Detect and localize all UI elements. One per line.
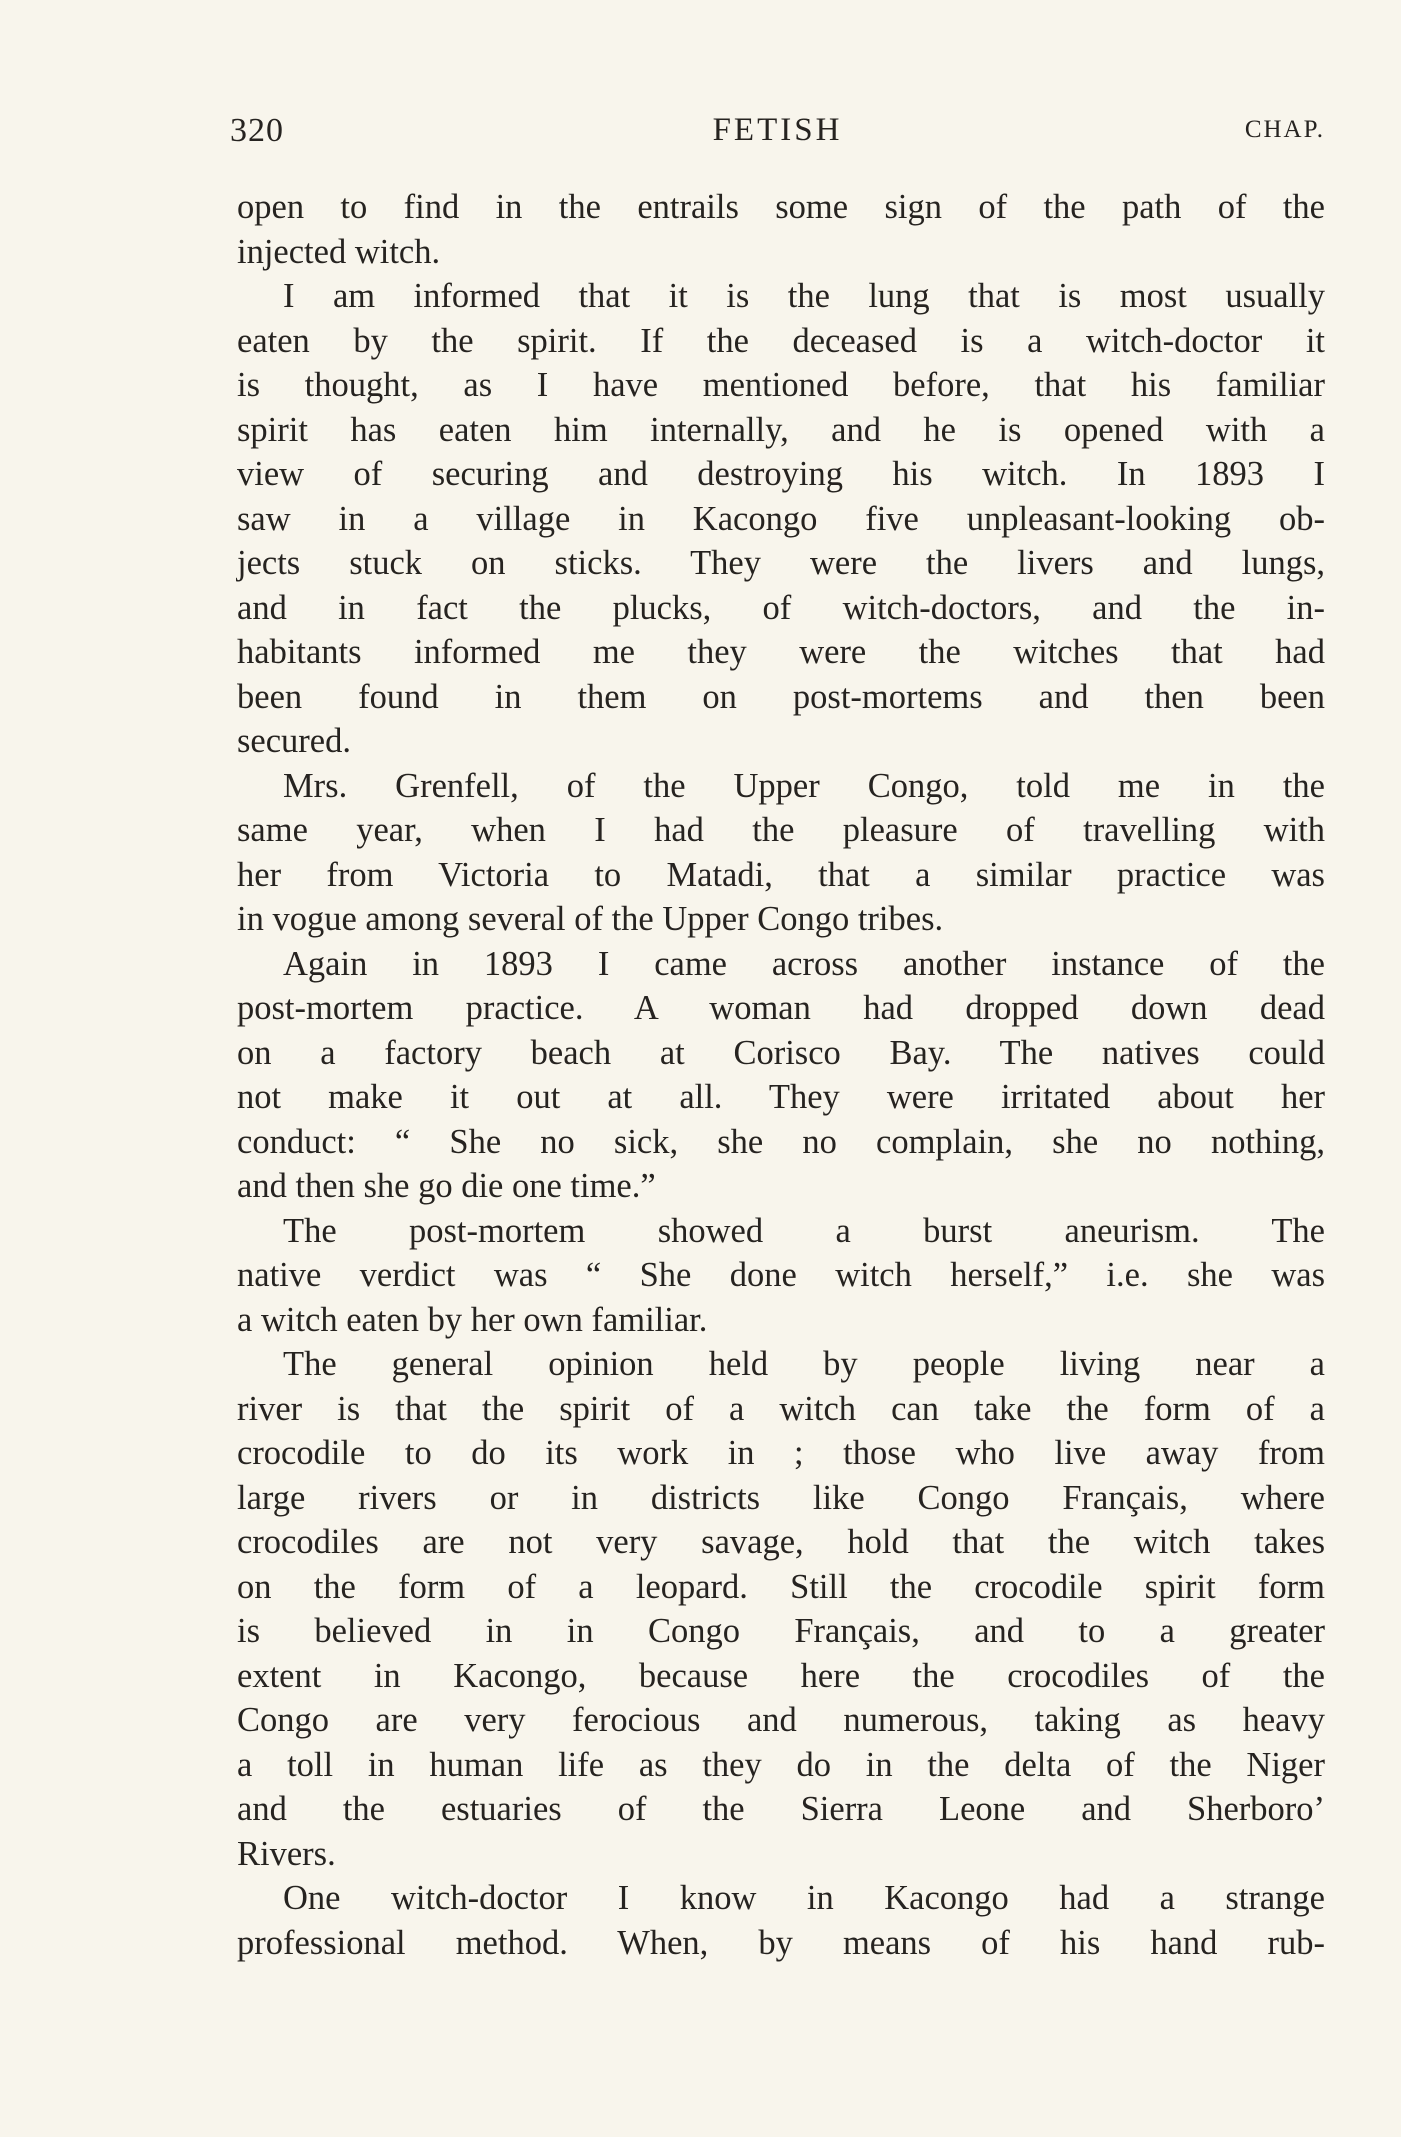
- page-number: 320: [230, 112, 284, 149]
- text-line: is thought, as I have mentioned before, that his familiar: [237, 366, 1325, 404]
- text-line: view of securing and destroying his witch. In 1893 I: [237, 455, 1325, 493]
- running-title: FETISH: [712, 112, 843, 148]
- text-line: secured.: [237, 722, 351, 760]
- text-line: The post-mortem showed a burst aneurism. The: [283, 1211, 1325, 1250]
- text-line: injected witch.: [237, 232, 441, 271]
- text-line: crocodiles are not very savage, hold that the witch takes: [237, 1523, 1325, 1561]
- body-text: [237, 185, 1325, 1965]
- text-line: a toll in human life as they do in the delta of the Niger: [237, 1745, 1325, 1784]
- text-line: saw in a village in Kacongo five unpleasant-looking ob-: [237, 499, 1325, 538]
- text-line: Mrs. Grenfell, of the Upper Congo, told me in the: [283, 766, 1325, 805]
- text-line: One witch-doctor I know in Kacongo had a strange: [283, 1879, 1325, 1917]
- text-line: spirit has eaten him internally, and he is opened with a: [237, 410, 1325, 449]
- text-line: and in fact the plucks, of witch-doctors, and the in-: [237, 588, 1325, 627]
- text-line: I am informed that it is the lung that is most usually: [283, 277, 1325, 315]
- text-line: extent in Kacongo, because here the crocodiles of the: [237, 1656, 1325, 1695]
- text-line: and the estuaries of the Sierra Leone and Sherboro’: [237, 1790, 1325, 1828]
- running-head: [230, 112, 1325, 156]
- text-line: her from Victoria to Matadi, that a similar practice was: [237, 855, 1325, 894]
- text-line: open to find in the entrails some sign of the path of the: [237, 188, 1325, 226]
- text-line: on the form of a leopard. Still the crocodile spirit form: [237, 1567, 1325, 1606]
- text-line: jects stuck on sticks. They were the livers and lungs,: [237, 544, 1325, 582]
- text-line: not make it out at all. They were irritated about her: [237, 1078, 1325, 1116]
- text-line: The general opinion held by people living near a: [283, 1345, 1325, 1383]
- text-line: on a factory beach at Corisco Bay. The natives could: [237, 1033, 1325, 1072]
- text-line: Again in 1893 I came across another instance of the: [283, 944, 1325, 983]
- text-line: Congo are very ferocious and numerous, taking as heavy: [237, 1701, 1325, 1739]
- text-line: post-mortem practice. A woman had dropped down dead: [237, 989, 1325, 1027]
- text-line: is believed in in Congo Français, and to a greater: [237, 1612, 1325, 1650]
- text-line: river is that the spirit of a witch can take the form of a: [237, 1389, 1325, 1428]
- text-line: Rivers.: [237, 1834, 336, 1873]
- text-line: crocodile to do its work in ; those who live away from: [237, 1434, 1325, 1472]
- chapter-label: CHAP.: [1244, 116, 1325, 143]
- text-line: professional method. When, by means of his hand rub-: [237, 1923, 1325, 1962]
- text-line: same year, when I had the pleasure of travelling with: [237, 811, 1325, 849]
- text-line: and then she go die one time.”: [237, 1167, 656, 1205]
- text-line: large rivers or in districts like Congo Français, where: [237, 1478, 1325, 1517]
- text-line: conduct: “ She no sick, she no complain, she no nothing,: [237, 1122, 1325, 1161]
- text-line: eaten by the spirit. If the deceased is a witch-doctor it: [237, 321, 1325, 360]
- text-line: been found in them on post-mortems and then been: [237, 677, 1325, 716]
- text-line: in vogue among several of the Upper Congo tribes.: [237, 900, 944, 938]
- text-line: native verdict was “ She done witch herself,” i.e. she was: [237, 1256, 1325, 1294]
- text-line: habitants informed me they were the witches that had: [237, 633, 1325, 671]
- text-line: a witch eaten by her own familiar.: [237, 1300, 708, 1339]
